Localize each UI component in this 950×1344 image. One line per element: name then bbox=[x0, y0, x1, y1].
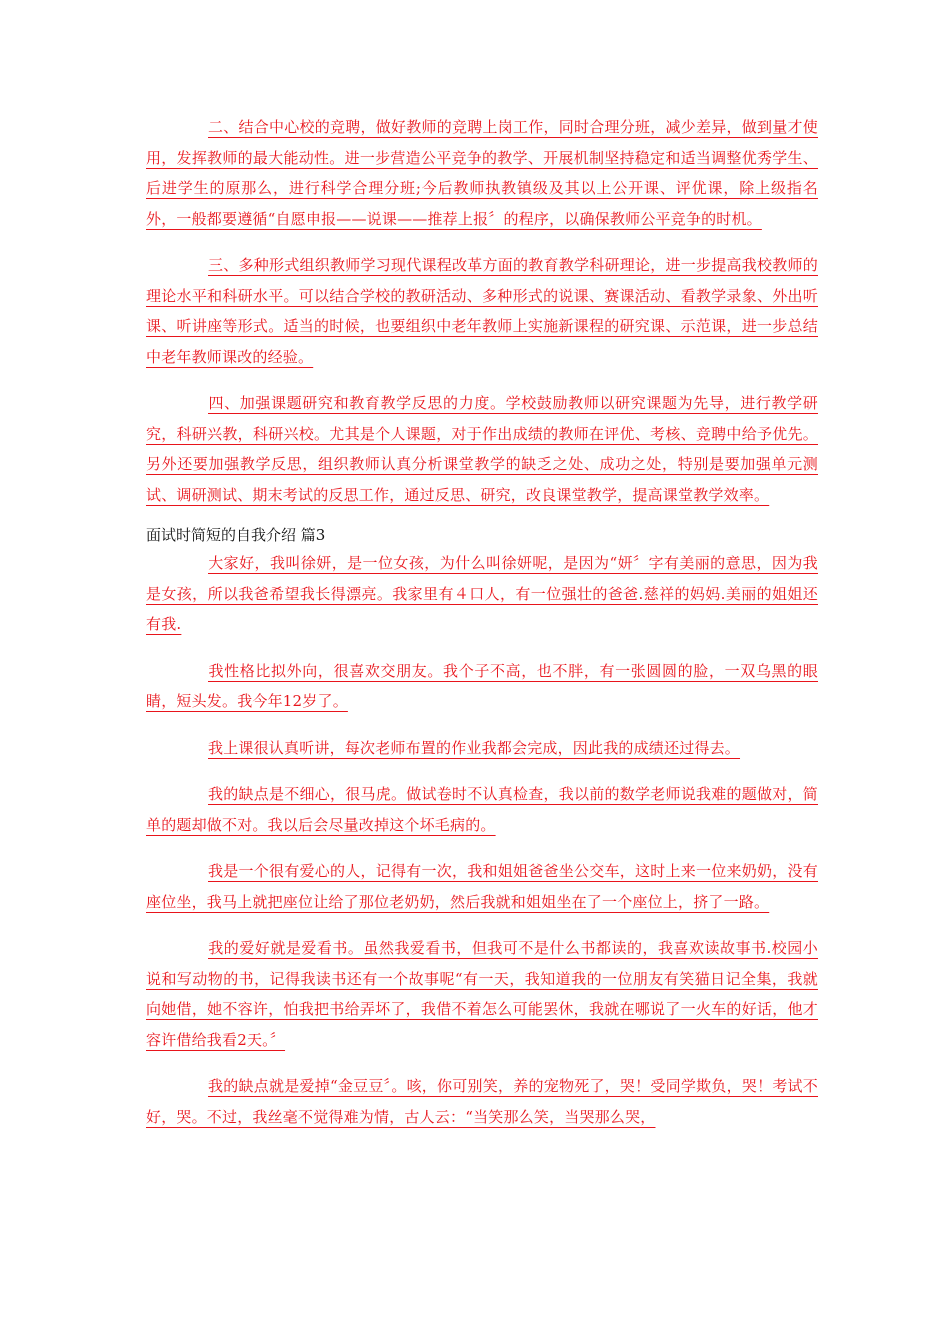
paragraph-research-reflection bbox=[146, 388, 818, 510]
paragraph-crying bbox=[146, 1071, 818, 1132]
paragraph-text: 四、加强课题研究和教育教学反思的力度。学校鼓励教师以研究课题为先导，进行教学研究，科研兴教，科研兴校。尤其是个人课题，对于作出成绩的教师在评优、考核、竞聘中给予优先。另外还要加强教学反思，组织教师认真分析课堂教学的缺乏之处、成功之处，特别是要加强单元测试、调研测试、期末考试的反思工作，通过反思、研究，改良课堂教学，提高课堂教学效率。 bbox=[146, 394, 818, 504]
paragraph-text: 我上课很认真听讲，每次老师布置的作业我都会完成，因此我的成绩还过得去。 bbox=[208, 738, 741, 757]
paragraph-teacher-study bbox=[146, 250, 818, 372]
paragraph-personality bbox=[146, 656, 818, 717]
paragraph-text: 我的缺点就是爱掉“金豆豆〞。咳，你可别笑，养的宠物死了，哭！受同学欺负，哭！考试不好，哭。不过，我丝毫不觉得难为情，古人云：“当笑那么笑，当哭那么哭， bbox=[146, 1077, 818, 1126]
section-title: 面试时简短的自我介绍 篇3 bbox=[146, 526, 326, 544]
paragraph-text: 大家好，我叫徐妍，是一位女孩，为什么叫徐妍呢，是因为“妍〞字有美丽的意思，因为我是女孩，所以我爸希望我长得漂亮。我家里有４口人，有一位强壮的爸爸.慈祥的妈妈.美丽的姐姐还有我. bbox=[146, 554, 818, 633]
paragraph-text: 我性格比拟外向，很喜欢交朋友。我个子不高，也不胖，有一张圆圆的脸，一双乌黑的眼睛，短头发。我今年12岁了。 bbox=[146, 661, 818, 710]
paragraph-text: 二、结合中心校的竞聘，做好教师的竞聘上岗工作，同时合理分班，减少差异，做到量才使用，发挥教师的最大能动性。进一步营造公平竞争的教学、开展机制坚持稳定和适当调整优秀学生、后进学生的原那么，进行科学合理分班;今后教师执教镇级及其以上公开课、评优课，除上级指名外，一般都要遵循“自愿申报——说课——推荐上报〞的程序，以确保教师公平竞争的时机。 bbox=[146, 118, 818, 228]
paragraph-text: 我是一个很有爱心的人，记得有一次，我和姐姐爸爸坐公交车，这时上来一位来奶奶，没有座位坐，我马上就把座位让给了那位老奶奶，然后我就和姐姐坐在了一个座位上，挤了一路。 bbox=[146, 862, 818, 911]
paragraph-competitive-recruitment bbox=[146, 112, 818, 234]
paragraph-text: 我的爱好就是爱看书。虽然我爱看书，但我可不是什么书都读的，我喜欢读故事书.校园小说和写动物的书，记得我读书还有一个故事呢“有一天，我知道我的一位朋友有笑猫日记全集，我就向她借，她不容许，怕我把书给弄坏了，我借不着怎么可能罢休，我就在哪说了一火车的好话，他才容许借给我看2天。〞 bbox=[146, 939, 818, 1049]
paragraph-hobby-reading bbox=[146, 933, 818, 1055]
paragraph-shortcoming bbox=[146, 779, 818, 840]
document-content bbox=[146, 112, 818, 1148]
paragraph-kindness bbox=[146, 856, 818, 917]
paragraph-text: 我的缺点是不细心，很马虎。做试卷时不认真检查，我以前的数学老师说我难的题做对，简单的题却做不对。我以后会尽量改掉这个坏毛病的。 bbox=[146, 785, 818, 834]
paragraph-class-attitude bbox=[146, 733, 818, 764]
paragraph-text: 三、多种形式组织教师学习现代课程改革方面的教育教学科研理论，进一步提高我校教师的理论水平和科研水平。可以结合学校的教研活动、多种形式的说课、赛课活动、看教学录象、外出听课、听讲座等形式。适当的时候，也要组织中老年教师上实施新课程的研究课、示范课，进一步总结中老年教师课改的经验。 bbox=[146, 256, 818, 366]
paragraph-intro-name bbox=[146, 548, 818, 640]
